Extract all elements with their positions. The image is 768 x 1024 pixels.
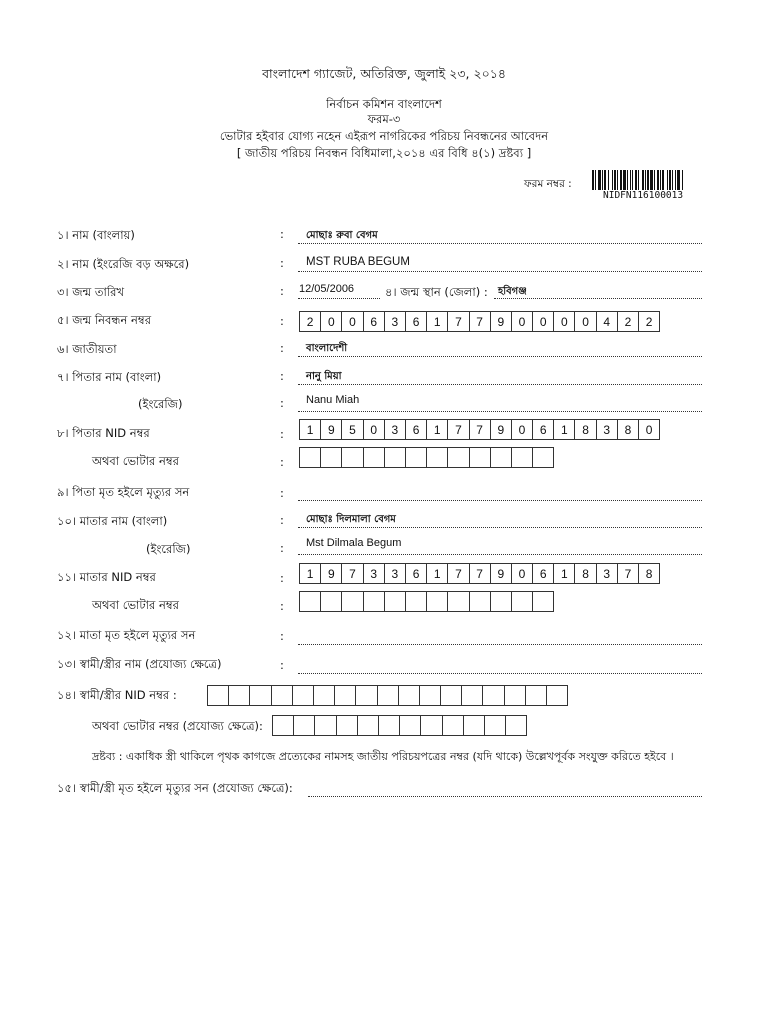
mother-en-value[interactable]: Mst Dilmala Begum [306, 537, 402, 549]
colon: : [280, 541, 284, 555]
empty-digit-cell[interactable] [490, 591, 512, 612]
father-bn-line [298, 384, 702, 385]
digit-cell[interactable]: 7 [447, 563, 469, 584]
spouse-nid-boxes[interactable] [208, 685, 568, 706]
digit-cell[interactable]: 3 [596, 563, 618, 584]
empty-digit-cell[interactable] [314, 715, 336, 736]
empty-digit-cell[interactable] [378, 715, 400, 736]
empty-digit-cell[interactable] [447, 591, 469, 612]
colon: : [280, 513, 284, 527]
name-bn-value[interactable]: মোছাঃ রুবা বেগম [306, 230, 378, 241]
digit-cell[interactable]: 9 [490, 563, 512, 584]
colon: : [280, 658, 284, 672]
digit-cell[interactable]: 0 [511, 419, 533, 440]
digit-cell[interactable]: 3 [363, 563, 385, 584]
empty-digit-cell[interactable] [532, 447, 554, 468]
digit-cell[interactable]: 7 [469, 419, 491, 440]
digit-cell[interactable]: 9 [320, 563, 342, 584]
empty-digit-cell[interactable] [420, 715, 442, 736]
digit-cell[interactable]: 3 [384, 311, 406, 332]
empty-digit-cell[interactable] [357, 715, 379, 736]
birthplace-value[interactable]: হবিগঞ্জ [498, 286, 527, 297]
name-en-label: ২। নাম (ইংরেজি বড় অক্ষরে) [57, 257, 190, 271]
digit-cell[interactable]: 7 [341, 563, 363, 584]
birth-reg-boxes[interactable] [300, 311, 660, 332]
empty-digit-cell[interactable] [299, 591, 321, 612]
empty-digit-cell[interactable] [336, 715, 358, 736]
father-en-line [298, 411, 702, 412]
nationality-value[interactable]: বাংলাদেশী [306, 343, 348, 354]
empty-digit-cell[interactable] [384, 591, 406, 612]
digit-cell[interactable]: 0 [341, 311, 363, 332]
empty-digit-cell[interactable] [440, 685, 462, 706]
digit-cell[interactable]: 3 [384, 419, 406, 440]
father-en-value[interactable]: Nanu Miah [306, 394, 360, 406]
digit-cell[interactable]: 6 [532, 563, 554, 584]
digit-cell[interactable]: 1 [426, 419, 448, 440]
empty-digit-cell[interactable] [484, 715, 506, 736]
mother-en-label: (ইংরেজি) [146, 542, 191, 556]
digit-cell[interactable]: 7 [617, 563, 639, 584]
digit-cell[interactable]: 6 [405, 563, 427, 584]
digit-cell[interactable]: 0 [320, 311, 342, 332]
digit-cell[interactable]: 1 [553, 419, 575, 440]
colon: : [280, 396, 284, 410]
empty-digit-cell[interactable] [469, 447, 491, 468]
digit-cell[interactable]: 0 [363, 419, 385, 440]
empty-digit-cell[interactable] [426, 591, 448, 612]
empty-digit-cell[interactable] [272, 715, 294, 736]
digit-cell[interactable]: 1 [426, 563, 448, 584]
empty-digit-cell[interactable] [313, 685, 335, 706]
name-bn-line [298, 243, 702, 244]
mother-nid-boxes[interactable] [300, 563, 660, 584]
digit-cell[interactable]: 1 [426, 311, 448, 332]
empty-digit-cell[interactable] [469, 591, 491, 612]
digit-cell[interactable]: 1 [553, 563, 575, 584]
digit-cell[interactable]: 6 [363, 311, 385, 332]
empty-digit-cell[interactable] [511, 591, 533, 612]
empty-digit-cell[interactable] [546, 685, 568, 706]
empty-digit-cell[interactable] [511, 447, 533, 468]
empty-digit-cell[interactable] [228, 685, 250, 706]
colon: : [280, 571, 284, 585]
empty-digit-cell[interactable] [504, 685, 526, 706]
birthplace-label: ৪। জন্ম স্থান (জেলা) : [385, 285, 488, 299]
form-number-barcode [592, 170, 718, 190]
empty-digit-cell[interactable] [442, 715, 464, 736]
empty-digit-cell[interactable] [463, 715, 485, 736]
mother-death-label: ১২। মাতা মৃত হইলে মৃত্যুর সন [57, 628, 196, 642]
form-number-label: ফরম নম্বর : [524, 178, 572, 190]
empty-digit-cell[interactable] [461, 685, 483, 706]
digit-cell[interactable]: 0 [532, 311, 554, 332]
empty-digit-cell[interactable] [482, 685, 504, 706]
empty-digit-cell[interactable] [341, 591, 363, 612]
mother-voter-boxes[interactable] [300, 591, 554, 612]
commission-title: নির্বাচন কমিশন বাংলাদেশ [326, 97, 442, 111]
digit-cell[interactable]: 6 [405, 419, 427, 440]
digit-cell[interactable]: 9 [490, 311, 512, 332]
empty-digit-cell[interactable] [341, 447, 363, 468]
digit-cell[interactable]: 2 [638, 311, 660, 332]
empty-digit-cell[interactable] [405, 591, 427, 612]
father-bn-value[interactable]: নানু মিয়া [306, 371, 342, 382]
digit-cell[interactable]: 7 [447, 311, 469, 332]
empty-digit-cell[interactable] [292, 685, 314, 706]
spouse-nid-label: ১৪। স্বামী/স্ত্রীর NID নম্বর : [57, 688, 177, 702]
father-bn-label: ৭। পিতার নাম (বাংলা) [57, 370, 162, 384]
mother-bn-line [298, 527, 702, 528]
form-code: ফরম-৩ [367, 112, 401, 126]
colon: : [280, 599, 284, 613]
empty-digit-cell[interactable] [320, 447, 342, 468]
note-text: দ্রষ্টব্য : একাধিক স্ত্রী থাকিলে পৃথক কাগজে প্রত্যেকের নামসহ জাতীয় পরিচয়পত্রের নম্বর (যদি থাকে) উল্লেখপূর্বক সংযুক্ত করিতে হইবে । [92, 750, 674, 763]
gazette-header: বাংলাদেশ গ্যাজেট, অতিরিক্ত, জুলাই ২৩, ২০১৪ [262, 66, 506, 81]
father-death-line[interactable] [298, 500, 702, 501]
digit-cell[interactable]: 9 [490, 419, 512, 440]
mother-en-line [298, 554, 702, 555]
spouse-death-line[interactable] [308, 796, 702, 797]
empty-digit-cell[interactable] [426, 447, 448, 468]
rule-reference: [ জাতীয় পরিচয় নিবন্ধন বিধিমালা,২০১৪ এর বিধি ৪(১) দ্রষ্টব্য ] [236, 146, 532, 160]
empty-digit-cell[interactable] [207, 685, 229, 706]
colon: : [280, 314, 284, 328]
birth-reg-label: ৫। জন্ম নিবন্ধন নম্বর [57, 313, 152, 327]
empty-digit-cell[interactable] [399, 715, 421, 736]
father-voter-label: অথবা ভোটার নম্বর [92, 454, 179, 468]
father-en-label: (ইংরেজি) [138, 397, 183, 411]
form-number-value: NIDFN116100013 [603, 190, 684, 201]
empty-digit-cell[interactable] [532, 591, 554, 612]
colon: : [280, 455, 284, 469]
spouse-voter-boxes[interactable] [273, 715, 527, 736]
empty-digit-cell[interactable] [505, 715, 527, 736]
digit-cell[interactable]: 8 [617, 419, 639, 440]
father-voter-boxes[interactable] [300, 447, 554, 468]
digit-cell[interactable]: 7 [447, 419, 469, 440]
empty-digit-cell[interactable] [299, 447, 321, 468]
colon: : [280, 341, 284, 355]
digit-cell[interactable]: 5 [341, 419, 363, 440]
birthplace-line [494, 298, 702, 299]
empty-digit-cell[interactable] [447, 447, 469, 468]
colon: : [280, 227, 284, 241]
dob-label: ৩। জন্ম তারিখ [57, 285, 125, 299]
digit-cell[interactable]: 8 [574, 419, 596, 440]
digit-cell[interactable]: 3 [596, 419, 618, 440]
colon: : [280, 369, 284, 383]
digit-cell[interactable]: 1 [299, 563, 321, 584]
empty-digit-cell[interactable] [293, 715, 315, 736]
spouse-name-line[interactable] [298, 673, 702, 674]
name-bn-label: ১। নাম (বাংলায়) [57, 228, 135, 242]
empty-digit-cell[interactable] [363, 591, 385, 612]
digit-cell[interactable]: 8 [638, 563, 660, 584]
digit-cell[interactable]: 6 [405, 311, 427, 332]
empty-digit-cell[interactable] [377, 685, 399, 706]
empty-digit-cell[interactable] [271, 685, 293, 706]
digit-cell[interactable]: 4 [596, 311, 618, 332]
father-death-label: ৯। পিতা মৃত হইলে মৃত্যুর সন [57, 485, 190, 499]
empty-digit-cell[interactable] [384, 447, 406, 468]
colon: : [280, 284, 284, 298]
empty-digit-cell[interactable] [525, 685, 547, 706]
empty-digit-cell[interactable] [398, 685, 420, 706]
digit-cell[interactable]: 7 [469, 563, 491, 584]
spouse-name-label: ১৩। স্বামী/স্ত্রীর নাম (প্রযোজ্য ক্ষেত্রে) [57, 657, 222, 671]
form-subject: ভোটার হইবার যোগ্য নহেন এইরূপ নাগরিকের পরিচয় নিবন্ধনের আবেদন [219, 129, 549, 143]
mother-voter-label: অথবা ভোটার নম্বর [92, 598, 179, 612]
nationality-line [298, 356, 702, 357]
name-en-line [298, 271, 702, 272]
empty-digit-cell[interactable] [490, 447, 512, 468]
digit-cell[interactable]: 2 [299, 311, 321, 332]
digit-cell[interactable]: 9 [320, 419, 342, 440]
empty-digit-cell[interactable] [334, 685, 356, 706]
mother-bn-value[interactable]: মোছাঃ দিলমালা বেগম [306, 514, 396, 525]
digit-cell[interactable]: 8 [574, 563, 596, 584]
digit-cell[interactable]: 1 [299, 419, 321, 440]
mother-death-line[interactable] [298, 644, 702, 645]
digit-cell[interactable]: 7 [469, 311, 491, 332]
spouse-voter-label: অথবা ভোটার নম্বর (প্রযোজ্য ক্ষেত্রে): [92, 719, 263, 733]
digit-cell[interactable]: 0 [511, 311, 533, 332]
empty-digit-cell[interactable] [355, 685, 377, 706]
digit-cell[interactable]: 6 [532, 419, 554, 440]
digit-cell[interactable]: 0 [574, 311, 596, 332]
empty-digit-cell[interactable] [405, 447, 427, 468]
father-nid-boxes[interactable] [300, 419, 660, 440]
digit-cell[interactable]: 0 [511, 563, 533, 584]
colon: : [280, 486, 284, 500]
father-nid-label: ৮। পিতার NID নম্বর [57, 426, 150, 440]
colon: : [280, 427, 284, 441]
dob-value[interactable]: 12/05/2006 [299, 283, 355, 295]
empty-digit-cell[interactable] [363, 447, 385, 468]
empty-digit-cell[interactable] [419, 685, 441, 706]
digit-cell[interactable]: 3 [384, 563, 406, 584]
digit-cell[interactable]: 2 [617, 311, 639, 332]
digit-cell[interactable]: 0 [638, 419, 660, 440]
empty-digit-cell[interactable] [249, 685, 271, 706]
mother-bn-label: ১০। মাতার নাম (বাংলা) [57, 514, 168, 528]
name-en-value[interactable]: MST RUBA BEGUM [306, 256, 410, 268]
mother-nid-label: ১১। মাতার NID নম্বর [57, 570, 156, 584]
spouse-death-label: ১৫। স্বামী/স্ত্রী মৃত হইলে মৃত্যুর সন (প্রযোজ্য ক্ষেত্রে): [57, 781, 293, 795]
dob-line [298, 298, 380, 299]
colon: : [280, 629, 284, 643]
nationality-label: ৬। জাতীয়তা [57, 342, 117, 356]
colon: : [280, 256, 284, 270]
digit-cell[interactable]: 0 [553, 311, 575, 332]
empty-digit-cell[interactable] [320, 591, 342, 612]
